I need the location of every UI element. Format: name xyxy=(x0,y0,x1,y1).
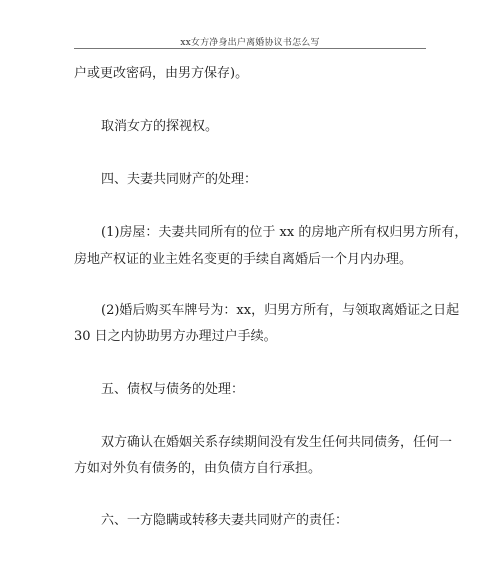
text-line: 双方确认在婚姻关系存续期间没有发生任何共同债务，任何一 xyxy=(101,435,453,450)
text-line: 四、夫妻共同财产的处理： xyxy=(101,172,258,187)
paragraph-continuation xyxy=(74,64,248,84)
paragraph-car xyxy=(101,301,459,321)
paragraph-car-cont xyxy=(74,327,277,347)
text-line: 五、债权与债务的处理： xyxy=(101,382,245,397)
text-line: 房地产权证的业主姓名变更的手续自离婚后一个月内办理。 xyxy=(74,252,413,267)
paragraph-debts xyxy=(101,433,452,453)
paragraph-debts-cont xyxy=(74,459,321,479)
section-heading-property xyxy=(101,170,257,190)
text-line: 方如对外负有债务的，由负债方自行承担。 xyxy=(74,461,322,476)
text-line: 30 日之内协助男方办理过户手续。 xyxy=(74,329,277,344)
paragraph-house-cont xyxy=(74,250,412,270)
text-line: 六、一方隐瞒或转移夫妻共同财产的责任： xyxy=(101,513,349,528)
running-header: xx女方净身出户离婚协议书怎么写 xyxy=(180,38,320,48)
header-divider xyxy=(74,48,426,49)
text-line: 取消女方的探视权。 xyxy=(101,119,219,134)
section-heading-concealment xyxy=(101,511,348,531)
text-line: 户或更改密码，由男方保存)。 xyxy=(74,66,249,81)
text-line: (2)婚后购买车牌号为：xx，归男方所有，与领取离婚证之日起 xyxy=(101,303,460,318)
text-line: (1)房屋：夫妻共同所有的位于 xx 的房地产所有权归男方所有， xyxy=(101,225,468,240)
paragraph-visitation xyxy=(101,117,218,137)
paragraph-house xyxy=(101,223,467,243)
section-heading-debts xyxy=(101,380,244,400)
